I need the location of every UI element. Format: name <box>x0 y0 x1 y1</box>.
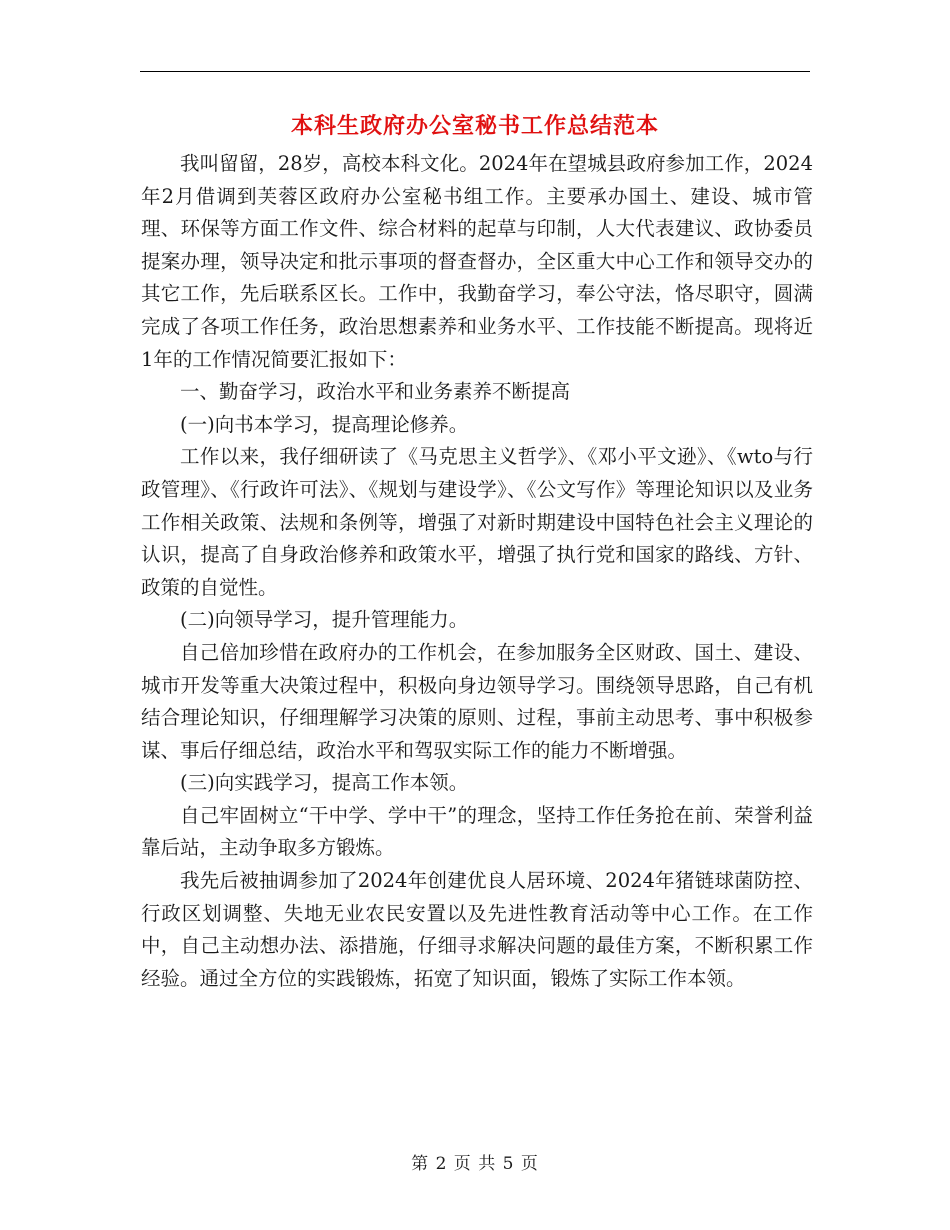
section-heading-1: 一、勤奋学习，政治水平和业务素养不断提高 <box>180 380 571 404</box>
subsection-heading-2: (二)向领导学习，提升管理能力。 <box>180 608 469 632</box>
subsection-heading-1: (一)向书本学习，提高理论修养。 <box>180 412 469 436</box>
page-footer: 第 2 页 共 5 页 <box>411 1154 539 1174</box>
paragraph-assignments: 我先后被抽调参加了2024年创建优良人居环境、2024年猪链球菌防控、行政区划调整、失地无业农民安置以及先进性教育活动等中心工作。在工作中，自己主动想办法、添措施，仔细寻求解决问题的最佳方案，不断积累工作经验。通过全方位的实践锻炼，拓宽了知识面，锻炼了实际工作本领。 <box>141 869 813 990</box>
paragraph-practice: 自己牢固树立“干中学、学中干”的理念，坚持工作任务抢在前、荣誉利益靠后站，主动争取多方锻炼。 <box>141 803 813 860</box>
paragraph-intro: 我叫留留，28岁，高校本科文化。2024年在望城县政府参加工作，2024年2月借调到芙蓉区政府办公室秘书组工作。主要承办国土、建设、城市管理、环保等方面工作文件、综合材料的起草与印制，人大代表建议、政协委员提案办理，领导决定和批示事项的督查督办，全区重大中心工作和领导交办的其它工作，先后联系区长。工作中，我勤奋学习，奉公守法，恪尽职守，圆满完成了各项工作任务，政治思想素养和业务水平、工作技能不断提高。现将近1年的工作情况简要汇报如下： <box>141 152 813 371</box>
document-body <box>141 148 813 995</box>
paragraph-leaders: 自己倍加珍惜在政府办的工作机会，在参加服务全区财政、国土、建设、城市开发等重大决策过程中，积极向身边领导学习。围绕领导思路，自己有机结合理论知识，仔细理解学习决策的原则、过程，事前主动思考、事中积极参谋、事后仔细总结，政治水平和驾驭实际工作的能力不断增强。 <box>141 640 813 762</box>
header-rule <box>140 71 810 72</box>
subsection-heading-3: (三)向实践学习，提高工作本领。 <box>180 771 469 795</box>
document-title: 本科生政府办公室秘书工作总结范本 <box>290 113 659 139</box>
paragraph-books: 工作以来，我仔细研读了《马克思主义哲学》、《邓小平文逊》、《wto与行政管理》、《行政许可法》、《规划与建设学》、《公文写作》等理论知识以及业务工作相关政策、法规和条例等，增强了对新时期建设中国特色社会主义理论的认识，提高了自身政治修养和政策水平，增强了执行党和国家的路线、方针、政策的自觉性。 <box>141 445 813 599</box>
